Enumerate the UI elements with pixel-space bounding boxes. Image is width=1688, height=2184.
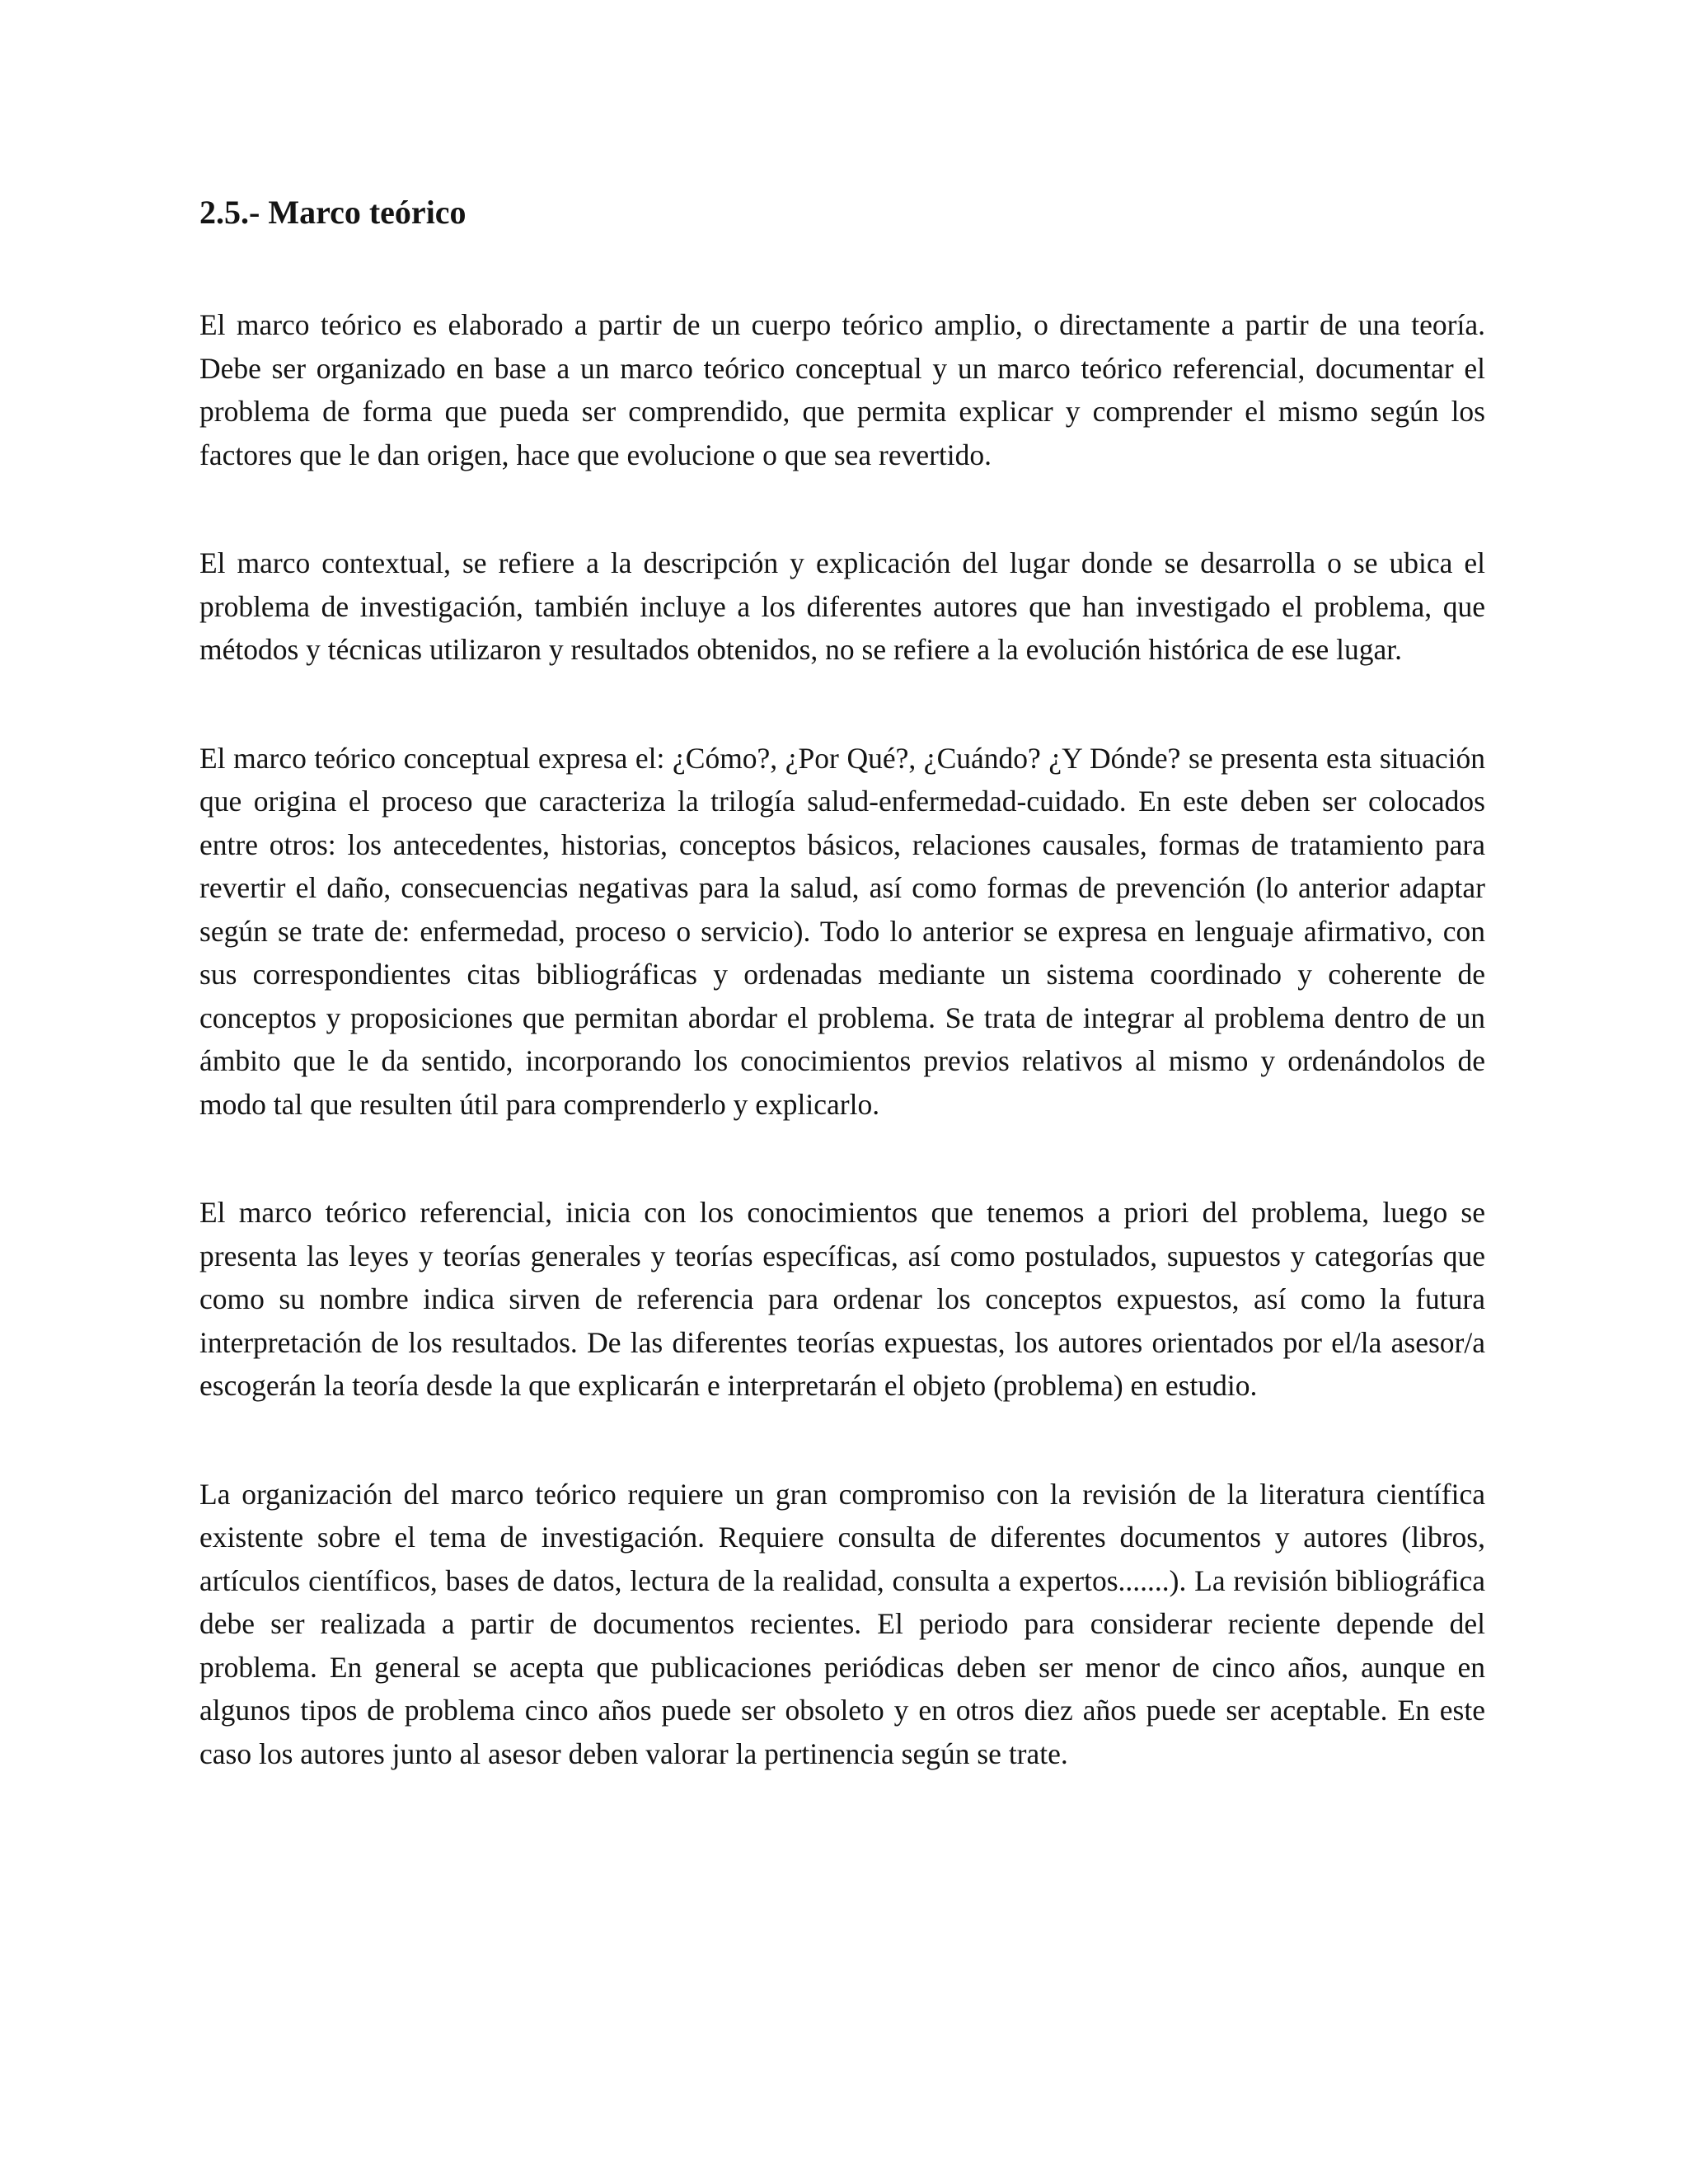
paragraph-marco-teorico-intro: El marco teórico es elaborado a partir de un cuerpo teórico amplio, o directamente a partir de una teoría. Debe ser organizado en base a un marco teórico conceptual y un marco teórico referencial, documentar el problema de forma que pueda ser comprendido, que permita explicar y comprender el mismo según los factores que le dan origen, hace que evolucione o que sea revertido. (199, 308, 1485, 471)
paragraph-marco-conceptual: El marco teórico conceptual expresa el: ¿Cómo?, ¿Por Qué?, ¿Cuándo? ¿Y Dónde? se presenta esta situación que origina el proceso que caracteriza la trilogía salud-enfermedad-cuidado. En este deben ser colocados entre otros: los antecedentes, historias, conceptos básicos, relaciones causales, formas de tratamiento para revertir el daño, consecuencias negativas para la salud, así como formas de prevención (lo anterior adaptar según se trate de: enfermedad, proceso o servicio). Todo lo anterior se expresa en lenguaje afirmativo, con sus correspondientes citas bibliográficas y ordenadas mediante un sistema coordinado y coherente de conceptos y proposiciones que permitan abordar el problema. Se trata de integrar al problema dentro de un ámbito que le da sentido, incorporando los conocimientos previos relativos al mismo y ordenándolos de modo tal que resulten útil para comprenderlo y explicarlo. (199, 741, 1485, 1121)
document-body (199, 191, 1485, 1775)
paragraph-marco-referencial: El marco teórico referencial, inicia con los conocimientos que tenemos a priori del problema, luego se presenta las leyes y teorías generales y teorías específicas, así como postulados, supuestos y categorías que como su nombre indica sirven de referencia para ordenar los conceptos expuestos, así como la futura interpretación de los resultados. De las diferentes teorías expuestas, los autores orientados por el/la asesor/a escogerán la teoría desde la que explicarán e interpretarán el objeto (problema) en estudio. (199, 1196, 1485, 1402)
paragraph-marco-contextual: El marco contextual, se refiere a la descripción y explicación del lugar donde se desarrolla o se ubica el problema de investigación, también incluye a los diferentes autores que han investigado el problema, que métodos y técnicas utilizaron y resultados obtenidos, no se refiere a la evolución histórica de ese lugar. (199, 546, 1485, 666)
paragraph-organizacion: La organización del marco teórico requiere un gran compromiso con la revisión de la literatura científica existente sobre el tema de investigación. Requiere consulta de diferentes documentos y autores (libros, artículos científicos, bases de datos, lectura de la realidad, consulta a expertos.......). La revisión bibliográfica debe ser realizada a partir de documentos recientes. El periodo para considerar reciente depende del problema. En general se acepta que publicaciones periódicas deben ser menor de cinco años, aunque en algunos tipos de problema cinco años puede ser obsoleto y en otros diez años puede ser aceptable. En este caso los autores junto al asesor deben valorar la pertinencia según se trate. (199, 1477, 1485, 1770)
section-heading: 2.5.- Marco teórico (199, 194, 467, 231)
